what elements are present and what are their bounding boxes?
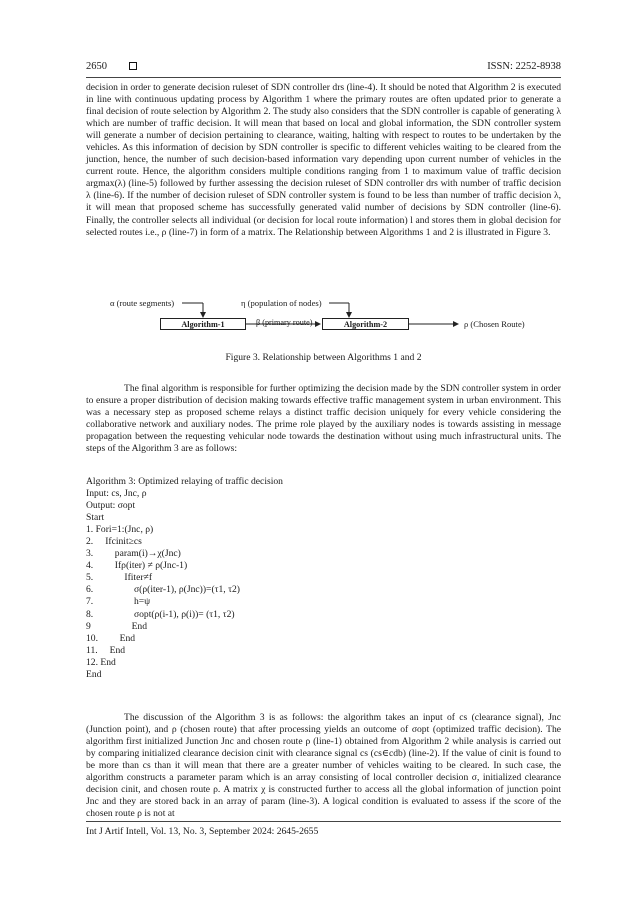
- running-footer: Int J Artif Intell, Vol. 13, No. 3, September 2024: 2645-2655: [86, 826, 319, 837]
- algo-line: 3. param(i)→χ(Jnc): [86, 548, 181, 560]
- algo-line: 10. End: [86, 632, 136, 644]
- algo-line: Input: cs, Jnc, ρ: [86, 488, 147, 500]
- square-icon: [129, 62, 137, 70]
- paragraph-1: decision in order to generate decision ruleset of SDN controller drs (line-4). It should be noted that Algorithm 2 is executed in line with continuous updating process by Algorithm 1 where the primary routes are often updated prior to generate a final decision of route selection by Algorithm 2. The study also considers that the SDN controller is capable of generating λ which are number of traffic decision. It will mean that based on local and global information, the SDN controller system will generate a number of decision pertaining to clearance, waiting, halting with respect to routes to be undertaken by the vehicles. As this information of decision by SDN controller is specific to different vehicles waiting to be cleared from the junction, hence, the number of such decision-based information vary depending upon current number of vehicles in the current route. Hence, the algorithm considers multiple conditions ranging from 1 to maximum value of traffic decision argmax(λ) (line-5) followed by further assessing the decision ruleset of SDN controller drs with number of traffic decision λ (line-6). If the number of decision ruleset of SDN controller system is found to be less than number of traffic decision λ, it will mean that proposed scheme has successfully generated valid number of decisions by SDN controller (line-6). Finally, the controller selects all individual (or decision for local route information) l and stores them in global decision for selected routes i.e., ρ (line-7) in form of a matrix. The Relationship between Algorithms 1 and 2 is illustrated in Figure 3.: [86, 82, 561, 238]
- algo-line: 8. σopt(ρ(i-1), ρ(i))= (τ1, τ2): [86, 608, 235, 620]
- algo-line: 12. End: [86, 656, 116, 668]
- paragraph-2: The final algorithm is responsible for further optimizing the decision made by the SDN controller system in order to ensure a proper distribution of decision making towards effective traffic management system in urban environment. This was a necessary step as proposed scheme relays a distinct traffic decision uniquely for every vehicle considering the collaborative network and auxiliary nodes. The prime role played by the auxiliary nodes is towards assisting in message propagation between the requesting vehicular node towards the destination without using much infrastructural units. The steps of the Algorithm 3 are as follows:: [86, 383, 561, 455]
- algorithm-1-box: Algorithm-1: [160, 318, 246, 330]
- algo-line: Output: σopt: [86, 500, 136, 512]
- figure-3: [86, 290, 561, 340]
- algo-line: 9 End: [86, 620, 148, 632]
- algo-line: End: [86, 668, 102, 680]
- algo-line: 7. h=ψ: [86, 596, 151, 608]
- paragraph-3: The discussion of the Algorithm 3 is as follows: the algorithm takes an input of cs (clearance signal), Jnc (Junction point), and ρ (chosen route) that after processing yields an outcome of σopt (optimized traffic decision). The algorithm first initialized Junction Jnc and chosen route ρ (line-1) obtained from Algorithm 2 while analysis is carried out by comparing initialized clearance decision cinit with clearance signal cs (cs∈cdb) (line-2). If the value of cinit is found to be more than cs than it will mean that there are a greater number of vehicles waiting to be cleared. In such case, the algorithm constructs a parameter param which is an array consisting of local controller decision σ, initialized clearance decision cinit, and chosen route ρ. A matrix χ is constructed further to access all the global information of junction point Jnc and they are stored back in an array of param (line-3). A logical condition is evaluated to assess if the score of the chosen route ρ is not at: [86, 712, 561, 820]
- beta-label: β (primary route): [256, 318, 313, 327]
- header-rule: [86, 77, 561, 78]
- figure-caption: Figure 3. Relationship between Algorithms 1 and 2: [225, 352, 422, 363]
- algo-line: Algorithm 3: Optimized relaying of traffic decision: [86, 476, 283, 487]
- output-rho-label: ρ (Chosen Route): [464, 319, 525, 329]
- algorithm-2-box: Algorithm-2: [322, 318, 409, 330]
- issn: ISSN: 2252-8938: [487, 60, 561, 72]
- algo-line: 1. Fori=1:(Jnc, ρ): [86, 524, 154, 536]
- algo-line: 2. Ifcinit≥cs: [86, 536, 142, 548]
- algo-line: 4. Ifρ(iter) ≠ ρ(Jnc-1): [86, 560, 188, 572]
- input-eta-label: η (population of nodes): [241, 298, 322, 308]
- algo-line: 5. Ifiter≠f: [86, 572, 153, 584]
- page-number: 2650: [86, 60, 107, 72]
- algorithm-3-listing: [86, 476, 386, 681]
- algo-line: 6. σ(ρ(iter-1), ρ(Jnc))=(τ1, τ2): [86, 584, 240, 596]
- running-header: [86, 59, 561, 73]
- algo-line: Start: [86, 512, 105, 524]
- footer-rule: [86, 821, 561, 822]
- input-alpha-label: α (route segments): [110, 298, 175, 308]
- algo-line: 11. End: [86, 644, 126, 656]
